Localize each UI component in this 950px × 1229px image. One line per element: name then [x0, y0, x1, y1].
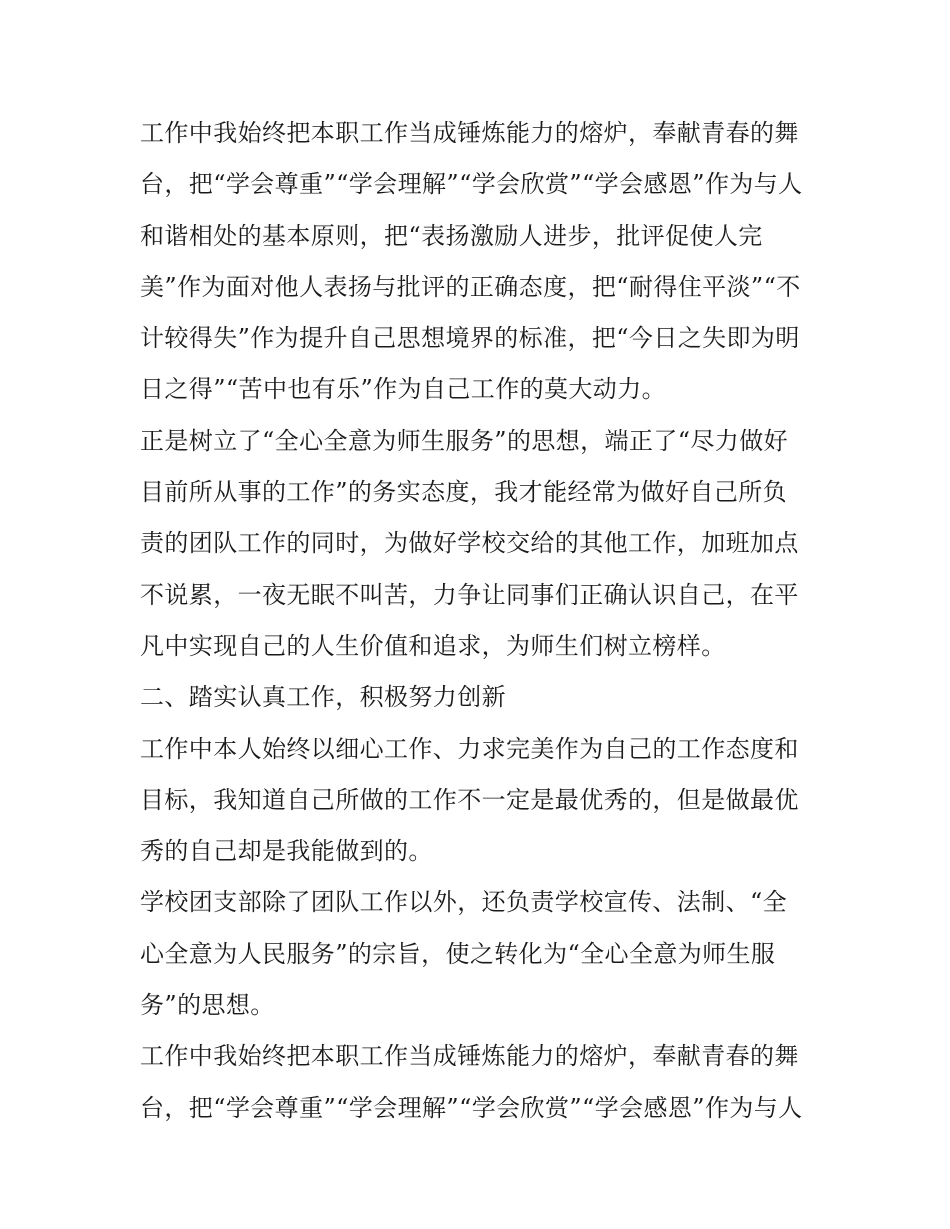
text-line: 学校团支部除了团队工作以外，还负责学校宣传、法制、“全	[140, 888, 788, 917]
text-line: 目标，我知道自己所做的工作不一定是最优秀的，但是做最优	[140, 785, 799, 814]
text-line: 不说累，一夜无眠不叫苦，力争让同事们正确认识自己，在平	[140, 580, 799, 609]
text-line: 日之得”“苦中也有乐”作为自己工作的莫大动力。	[140, 375, 667, 404]
paragraph-5	[140, 1031, 812, 1134]
text-line: 正是树立了“全心全意为师生服务”的思想，端正了“尽力做好	[140, 426, 789, 455]
text-line: 美”作为面对他人表扬与批评的正确态度，把“耐得住平淡”“不	[140, 272, 801, 301]
paragraph-3	[140, 724, 812, 878]
section-heading	[140, 672, 812, 723]
text-line: 凡中实现自己的人生价值和追求，为师生们树立榜样。	[140, 631, 726, 660]
text-line: 计较得失”作为提升自己思想境界的标准，把“今日之失即为明	[140, 324, 800, 353]
text-line: 心全意为人民服务”的宗旨，使之转化为“全心全意为师生服	[140, 939, 776, 968]
text-line: 工作中我始终把本职工作当成锤炼能力的熔炉，奉献青春的舞	[140, 1042, 799, 1071]
paragraph-2	[140, 416, 812, 672]
text-line: 务”的思想。	[140, 991, 275, 1020]
paragraph-1	[140, 108, 812, 416]
text-line: 秀的自己却是我能做到的。	[140, 837, 433, 866]
text-line: 工作中我始终把本职工作当成锤炼能力的熔炉，奉献青春的舞	[140, 119, 799, 147]
text-line: 责的团队工作的同时，为做好学校交给的其他工作，加班加点	[140, 529, 799, 558]
text-line: 目前所从事的工作”的务实态度，我才能经常为做好自己所负	[140, 478, 788, 507]
heading-line: 二、踏实认真工作，积极努力创新	[140, 683, 506, 712]
paragraph-4	[140, 877, 812, 1031]
text-line: 台，把“学会尊重”“学会理解”“学会欣赏”“学会感恩”作为与人	[140, 1093, 803, 1122]
text-line: 工作中本人始终以细心工作、力求完美作为自己的工作态度和	[140, 734, 799, 763]
text-line: 台，把“学会尊重”“学会理解”“学会欣赏”“学会感恩”作为与人	[140, 170, 803, 199]
text-line: 和谐相处的基本原则，把“表扬激励人进步，批评促使人完	[140, 221, 763, 250]
document-body	[140, 108, 812, 1134]
